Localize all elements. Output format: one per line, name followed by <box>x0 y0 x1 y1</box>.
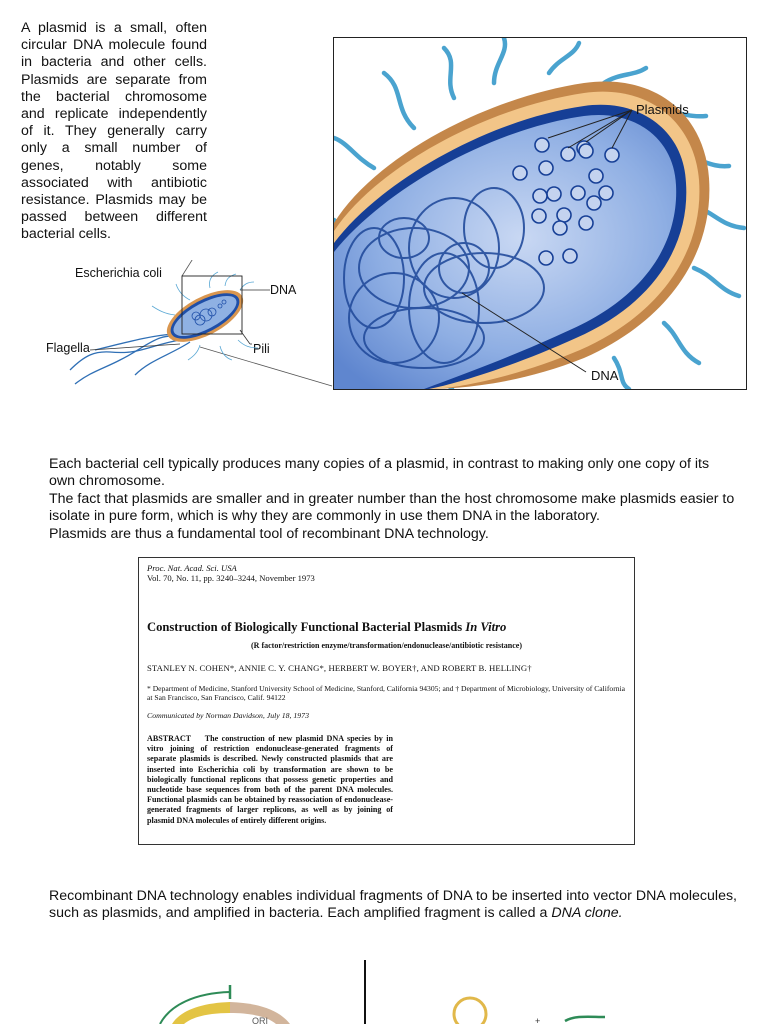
pili-label: Pili <box>253 342 270 356</box>
paper-communicated: Communicated by Norman Davidson, July 18, 1973 <box>147 711 309 720</box>
body-paragraph-2: The fact that plasmids are smaller and in greater number than the host chromosome make plasmids easier to isolate in pure form, which is why they are commonly in use them DNA in the laboratory. <box>49 490 735 525</box>
ecoli-title: Escherichia coli <box>75 266 162 280</box>
abstract-heading: ABSTRACT <box>147 734 192 743</box>
paper-affiliation: * Department of Medicine, Stanford University School of Medicine, Stanford, California 94305; and † Department of Microbiology, University of California at San Francisco, San Francisco, Calif. 94122 <box>147 684 626 702</box>
body-paragraphs <box>49 456 737 543</box>
abstract-text: The construction of new plasmid DNA species by in vitro joining of restriction endonuclease-generated fragments of separate plasmids is described. Newly constructed plasmids that are inserted into Escherichia coli by transformation are shown to be biologically functional replicons that possess genetic properties and nucleotide base sequences from both of the parent DNA molecules. Functional plasmids can be obtained by reassociation of endonuclease-generated fragments of larger replicons, as well as by joining of plasmid DNA molecules of entirely different origins. <box>147 734 393 825</box>
paper-authors: STANLEY N. COHEN*, ANNIE C. Y. CHANG*, HERBERT W. BOYER†, AND ROBERT B. HELLING† <box>147 663 532 673</box>
paper-journal: Proc. Nat. Acad. Sci. USA <box>147 563 237 573</box>
body-paragraph-3: Plasmids are thus a fundamental tool of recombinant DNA technology. <box>49 525 489 542</box>
paper-title <box>147 620 506 635</box>
plasmid-cell-diagram <box>333 37 747 390</box>
paper-title-italic: In Vitro <box>465 620 507 634</box>
plasmids-label: Plasmids <box>636 102 689 117</box>
paper-keywords: (R factor/restriction enzyme/transformation/endonuclease/antibiotic resistance) <box>251 641 522 650</box>
ecoli-small-diagram <box>40 260 340 390</box>
body-paragraph-1: Each bacterial cell typically produces many copies of a plasmid, in contrast to making only one copy of its own chromosome. <box>49 456 710 490</box>
paper-excerpt-image <box>138 557 635 845</box>
flagella-label: Flagella <box>46 341 90 355</box>
small-dna-label: DNA <box>270 283 297 297</box>
zoom-dna-label: DNA <box>591 368 619 383</box>
bottom-cloning-figure <box>0 955 768 1024</box>
paper-title-main: Construction of Biologically Functional Bacterial Plasmids <box>147 620 466 634</box>
recombinant-paragraph <box>49 888 737 923</box>
paper-abstract <box>147 734 393 826</box>
svg-text:+: + <box>535 1016 541 1024</box>
paper-citation <box>147 563 315 583</box>
cell-illustration <box>334 38 746 389</box>
recombinant-text: Recombinant DNA technology enables individual fragments of DNA to be inserted into vector DNA molecules, such as plasmids, and amplified in bacteria. Each amplified fragment is called a <box>49 888 737 922</box>
intro-paragraph: A plasmid is a small, often circular DNA molecule found in bacteria and other cells. Plasmids are separate from the bacterial chromosome and replicate independently of it. They generally carry only a small number of genes, notably some associated with antibiotic resistance. Plasmids may be passed between different bacterial cells. <box>21 20 207 243</box>
ori-label: ORI <box>252 1016 269 1024</box>
dna-clone-term: DNA clone. <box>551 905 623 922</box>
paper-volume: Vol. 70, No. 11, pp. 3240–3244, November 1973 <box>147 573 315 583</box>
